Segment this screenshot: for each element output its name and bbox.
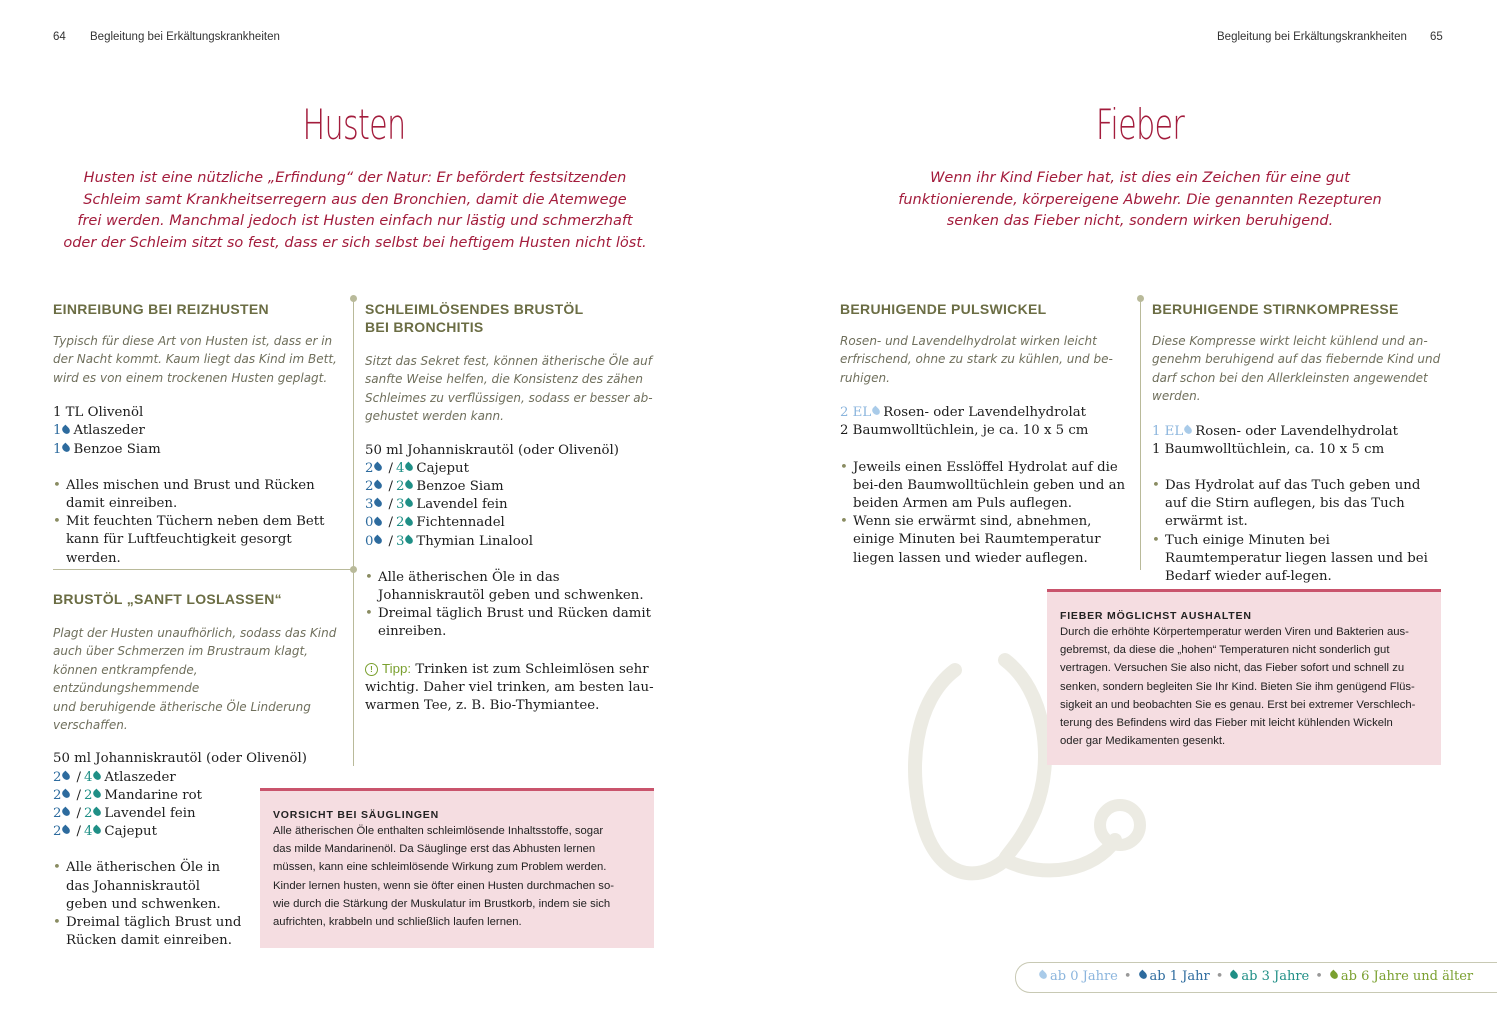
drop-icon	[61, 807, 72, 818]
drop-icon	[373, 516, 384, 527]
ingredient-name: Benzoe Siam	[416, 479, 504, 495]
recipe-description	[840, 332, 1132, 387]
drop-icon	[404, 534, 415, 545]
drop-icon	[1183, 424, 1194, 435]
ingredient: 2 / 4 Cajeput	[365, 460, 660, 478]
drop-icon	[61, 424, 72, 435]
description-line: Sitzt das Sekret fest, können ätherische Öle auf	[365, 354, 652, 368]
ingredient	[840, 404, 1132, 422]
drop-count-child: 2	[395, 515, 405, 531]
ingredient: 1 Baumwolltüchlein, ca. 10 x 5 cm	[1152, 441, 1385, 457]
description-line: werden.	[1152, 389, 1201, 404]
left-page-number: 64	[53, 31, 66, 43]
drop-icon	[404, 462, 415, 473]
ingredient: 0 / 3 Thymian Linalool	[365, 533, 660, 551]
box-heading: FIEBER MÖGLICHST AUSHALTEN	[1060, 610, 1252, 622]
heading-line: BEI BRONCHITIS	[365, 319, 484, 335]
description-line: genehm beruhigend auf das fiebernde Kind und	[1152, 352, 1441, 367]
drop-count-infant: 2	[53, 806, 62, 822]
description-line: ruhigen.	[840, 370, 890, 385]
amount: 2 EL	[840, 405, 872, 421]
ingredient: 50 ml Johanniskrautöl (oder Olivenöl)	[365, 442, 619, 458]
step: • Dreimal täglich Brust und Rücken damit einreiben.	[53, 914, 245, 950]
husten-intro	[60, 168, 650, 254]
legend-item: ab 3 Jahre	[1241, 969, 1310, 984]
info-box-fever	[1047, 589, 1441, 765]
ingredient-name: Thymian Linalool	[416, 533, 534, 549]
recipe-heading: EINREIBUNG BEI REIZHUSTEN	[53, 301, 269, 317]
warning-box-infants	[260, 788, 654, 948]
ingredient: 2 / 4 Atlaszeder	[53, 769, 343, 787]
drop-count-infant: 3	[365, 497, 374, 513]
heading-line: SCHLEIMLÖSENDES BRUSTÖL	[365, 301, 584, 317]
box-line: Alle ätherischen Öle enthalten schleimlösende Inhaltsstoffe, sogar	[273, 825, 604, 837]
tip-line: Trinken ist zum Schleimlösen sehr	[415, 661, 649, 677]
ingredient-list	[53, 404, 345, 459]
box-text	[1060, 623, 1429, 750]
recipe-pulswickel	[840, 300, 1132, 568]
legend-item: ab 6 Jahre und älter	[1340, 969, 1474, 984]
ingredient-name: Rosen- oder Lavendelhydrolat	[1195, 423, 1399, 439]
divider-knob	[350, 566, 357, 573]
drop-count: 1	[53, 441, 62, 457]
recipe-reizhusten	[53, 300, 345, 568]
section-divider	[53, 569, 353, 570]
description-line: Plagt der Husten unaufhörlich, sodass das Kind	[53, 626, 337, 640]
drop-count-infant: 0	[365, 533, 374, 549]
drop-count-infant: 2	[53, 787, 62, 803]
drop-count-child: 4	[83, 769, 93, 785]
tip-line: wichtig. Daher viel trinken, am besten lau-	[365, 679, 654, 695]
recipe-stirnkompresse	[1152, 300, 1452, 586]
box-line: terung des Befindens wird das Fieber mit leicht kühlenden Wickeln	[1060, 717, 1393, 730]
step: • Dreimal täglich Brust und Rücken damit einreiben.	[365, 605, 655, 641]
drop-count-child: 4	[83, 824, 93, 840]
ingredient-name: Lavendel fein	[416, 497, 508, 513]
intro-line: frei werden. Manchmal jedoch ist Husten einfach nur lästig und schmerzhaft	[77, 213, 633, 230]
tip-icon: !	[365, 663, 378, 676]
drop-count-infant: 2	[53, 824, 62, 840]
ingredient-list	[365, 442, 660, 551]
steps-list	[53, 859, 245, 950]
box-line: senken, sondern begleiten Sie Ihr Kind. Bieten Sie ihm genügend Flüs-	[1060, 680, 1415, 693]
drop-count-child: 4	[395, 460, 405, 476]
ingredient: 2 / 2 Mandarine rot	[53, 787, 343, 805]
tip	[365, 660, 660, 716]
box-line: Durch die erhöhte Körpertemperatur werden Viren und Bakterien aus-	[1060, 626, 1409, 638]
recipe-description	[53, 624, 343, 734]
intro-line: Schleim samt Krankheitserregern aus den Bronchien, damit die Atemwege	[83, 191, 627, 208]
ingredient: 2 / 2 Lavendel fein	[53, 805, 343, 823]
recipe-description	[53, 332, 345, 387]
drop-count-infant: 2	[365, 479, 374, 495]
drop-icon	[404, 498, 415, 509]
recipe-heading: BERUHIGENDE PULSWICKEL	[840, 301, 1047, 317]
drop-count-infant: 0	[365, 515, 374, 531]
description-line: gehustet werden kann.	[365, 409, 504, 424]
drop-icon	[404, 516, 415, 527]
amount: 1 EL	[1152, 423, 1184, 439]
drop-icon	[404, 480, 415, 491]
ingredient-name: Lavendel fein	[104, 806, 196, 822]
description-line: erfrischend, ohne zu stark zu kühlen, und be-	[840, 352, 1113, 367]
drop-icon	[1137, 969, 1148, 980]
step: • Das Hydrolat auf das Tuch geben und auf die Stirn auflegen, bis das Tuch erwärmt ist.	[1152, 477, 1442, 532]
step: • Tuch einige Minuten bei Raumtemperatur liegen lassen und bei Bedarf wieder auf-legen.	[1152, 532, 1442, 587]
description-line: darf schon bei den Allerkleinsten angewendet	[1152, 370, 1428, 385]
divider-knob	[1137, 295, 1144, 302]
ingredient	[1152, 423, 1452, 441]
ingredient	[53, 422, 345, 440]
legend-item: ab 1 Jahr	[1149, 969, 1210, 984]
drop-count-infant: 2	[53, 769, 62, 785]
column-divider	[1140, 300, 1141, 570]
ingredient-name: Atlaszeder	[73, 423, 145, 439]
steps-list	[840, 459, 1130, 568]
drop-count-child: 3	[395, 497, 405, 513]
ingredient: 2 / 2 Benzoe Siam	[365, 478, 660, 496]
ingredient: 2 / 4 Cajeput	[53, 823, 343, 841]
box-line: vertragen. Versuchen Sie also nicht, das Fieber sofort und schnell zu	[1060, 662, 1405, 675]
box-heading: VORSICHT BEI SÄUGLINGEN	[273, 809, 439, 821]
box-line: oder gar Medikamenten gesenkt.	[1060, 735, 1226, 748]
fieber-intro	[880, 168, 1400, 233]
description-line: Rosen- und Lavendelhydrolat wirken leicht	[840, 334, 1097, 348]
step: • Mit feuchten Tüchern neben dem Bett kann für Luftfeuchtigkeit gesorgt werden.	[53, 513, 343, 568]
drop-icon	[92, 789, 103, 800]
box-line: das milde Mandarinenöl. Da Säuglinge erst das Abhusten lernen	[273, 843, 596, 856]
recipe-description	[365, 352, 660, 426]
ingredient: 2 Baumwolltüchlein, je ca. 10 x 5 cm	[840, 423, 1089, 439]
box-line: Kinder lernen husten, wenn sie öfter einen Husten durchmachen so-	[273, 879, 614, 892]
steps-list	[1152, 477, 1442, 586]
box-line: aufrichten, krabbeln und schließlich laufen lernen.	[273, 916, 522, 929]
ingredient-list	[840, 404, 1132, 440]
ingredient-name: Mandarine rot	[104, 787, 202, 803]
description-line: und beruhigende ätherische Öle Linderung	[53, 699, 311, 714]
step: • Alles mischen und Brust und Rücken damit einreiben.	[53, 477, 343, 513]
steps-list	[53, 477, 343, 568]
ingredient-name: Cajeput	[104, 824, 157, 840]
tip-label: Tipp:	[382, 660, 412, 676]
drop-count-child: 2	[83, 806, 93, 822]
box-text	[273, 822, 642, 931]
description-line: verschaffen.	[53, 718, 128, 733]
ingredient-list	[1152, 423, 1452, 459]
ingredient-name: Benzoe Siam	[73, 441, 161, 457]
description-line: der Nacht kommt. Kaum liegt das Kind im Bett,	[53, 352, 337, 367]
intro-line: Wenn ihr Kind Fieber hat, ist dies ein Zeichen für eine gut	[930, 170, 1350, 186]
drop-count-child: 2	[395, 479, 405, 495]
drop-icon	[92, 825, 103, 836]
husten-title: Husten	[302, 100, 406, 149]
ingredient-name: Rosen- oder Lavendelhydrolat	[883, 405, 1087, 421]
age-legend: ab 0 Jahre • ab 1 Jahr • ab 3 Jahre • ab 6 Jahre und älter	[1015, 962, 1497, 993]
intro-line: senken das Fieber nicht, sondern wirken beruhigend.	[946, 213, 1334, 230]
box-line: sigkeit an und beobachten Sie es genau. Erst bei extremer Verschlech-	[1060, 698, 1416, 711]
drop-icon	[61, 825, 72, 836]
intro-line: oder der Schleim sitzt so fest, dass er sich selbst bei heftigem Husten nicht löst.	[63, 234, 647, 251]
description-line: sanfte Weise helfen, die Konsistenz des zähen	[365, 372, 644, 387]
legend-item: ab 0 Jahre	[1050, 969, 1118, 984]
recipe-heading	[365, 300, 660, 336]
description-line: wird es von einem trockenen Husten geplagt.	[53, 370, 328, 385]
recipe-heading: BRUSTÖL „SANFT LOSLASSEN“	[53, 591, 282, 607]
ingredient: 50 ml Johanniskrautöl (oder Olivenöl)	[53, 751, 307, 767]
description-line: Schleimes zu verflüssigen, sodass er besser ab-	[365, 390, 653, 405]
box-line: müssen, kann eine schleimlösende Wirkung zum Problem werden.	[273, 861, 607, 874]
drop-count-child: 2	[83, 787, 93, 803]
recipe-description	[1152, 332, 1452, 406]
drop-icon	[373, 534, 384, 545]
drop-count: 1	[53, 423, 62, 439]
drop-icon	[373, 498, 384, 509]
drop-count-child: 3	[395, 533, 405, 549]
step: • Alle ätherischen Öle in das Johanniskrautöl geben und schwenken.	[53, 859, 245, 914]
drop-icon	[92, 770, 103, 781]
ingredient: 3 / 3 Lavendel fein	[365, 496, 660, 514]
ingredient: 0 / 2 Fichtennadel	[365, 514, 660, 532]
drop-icon	[1038, 969, 1049, 980]
drop-icon	[61, 789, 72, 800]
description-line: können entkrampfende, entzündungshemmende	[53, 662, 200, 696]
ingredient: 1 TL Olivenöl	[53, 405, 144, 421]
recipe-bronchitis	[365, 300, 660, 715]
drop-icon	[373, 462, 384, 473]
step: • Alle ätherischen Öle in das Johanniskrautöl geben und schwenken.	[365, 569, 655, 605]
ingredient-name: Fichtennadel	[416, 515, 505, 531]
drop-icon	[373, 480, 384, 491]
ingredient	[53, 441, 345, 459]
right-running-title: Begleitung bei Erkältungskrankheiten	[1217, 31, 1407, 43]
intro-line: Husten ist eine nützliche „Erfindung“ der Natur: Er befördert festsitzenden	[83, 170, 627, 186]
divider-knob	[350, 295, 357, 302]
drop-icon	[871, 406, 882, 417]
drop-icon	[61, 442, 72, 453]
step: • Wenn sie erwärmt sind, abnehmen, einige Minuten bei Raumtemperatur liegen lassen und wieder auflegen.	[840, 513, 1130, 568]
drop-icon	[1229, 969, 1240, 980]
description-line: Diese Kompresse wirkt leicht kühlend und an-	[1152, 334, 1428, 348]
tip-line: warmen Tee, z. B. Bio-Thymiantee.	[365, 698, 600, 714]
box-line: gebremst, da diese die „hohen“ Temperaturen nicht sonderlich gut	[1060, 644, 1390, 657]
recipe-heading: BERUHIGENDE STIRNKOMPRESSE	[1152, 301, 1399, 317]
left-running-title: Begleitung bei Erkältungskrankheiten	[90, 31, 280, 43]
steps-list	[365, 569, 655, 642]
column-divider	[353, 300, 354, 766]
drop-count-infant: 2	[365, 460, 374, 476]
right-page-number: 65	[1430, 31, 1443, 43]
drop-icon	[1328, 969, 1339, 980]
drop-icon	[92, 807, 103, 818]
description-line: auch über Schmerzen im Brustraum klagt,	[53, 644, 308, 659]
intro-line: funktionierende, körpereigene Abwehr. Die genannten Rezepturen	[898, 191, 1382, 208]
box-line: wie durch die Stärkung der Muskulatur im Brustkorb, indem sie sich	[273, 897, 611, 910]
description-line: Typisch für diese Art von Husten ist, dass er in	[53, 334, 333, 348]
drop-icon	[61, 770, 72, 781]
step: • Jeweils einen Esslöffel Hydrolat auf die bei-den Baumwolltüchlein geben und an beiden Armen am Puls auflegen.	[840, 459, 1130, 514]
ingredient-name: Cajeput	[416, 460, 469, 476]
fieber-title: Fieber	[1095, 100, 1185, 149]
ingredient-name: Atlaszeder	[104, 769, 176, 785]
